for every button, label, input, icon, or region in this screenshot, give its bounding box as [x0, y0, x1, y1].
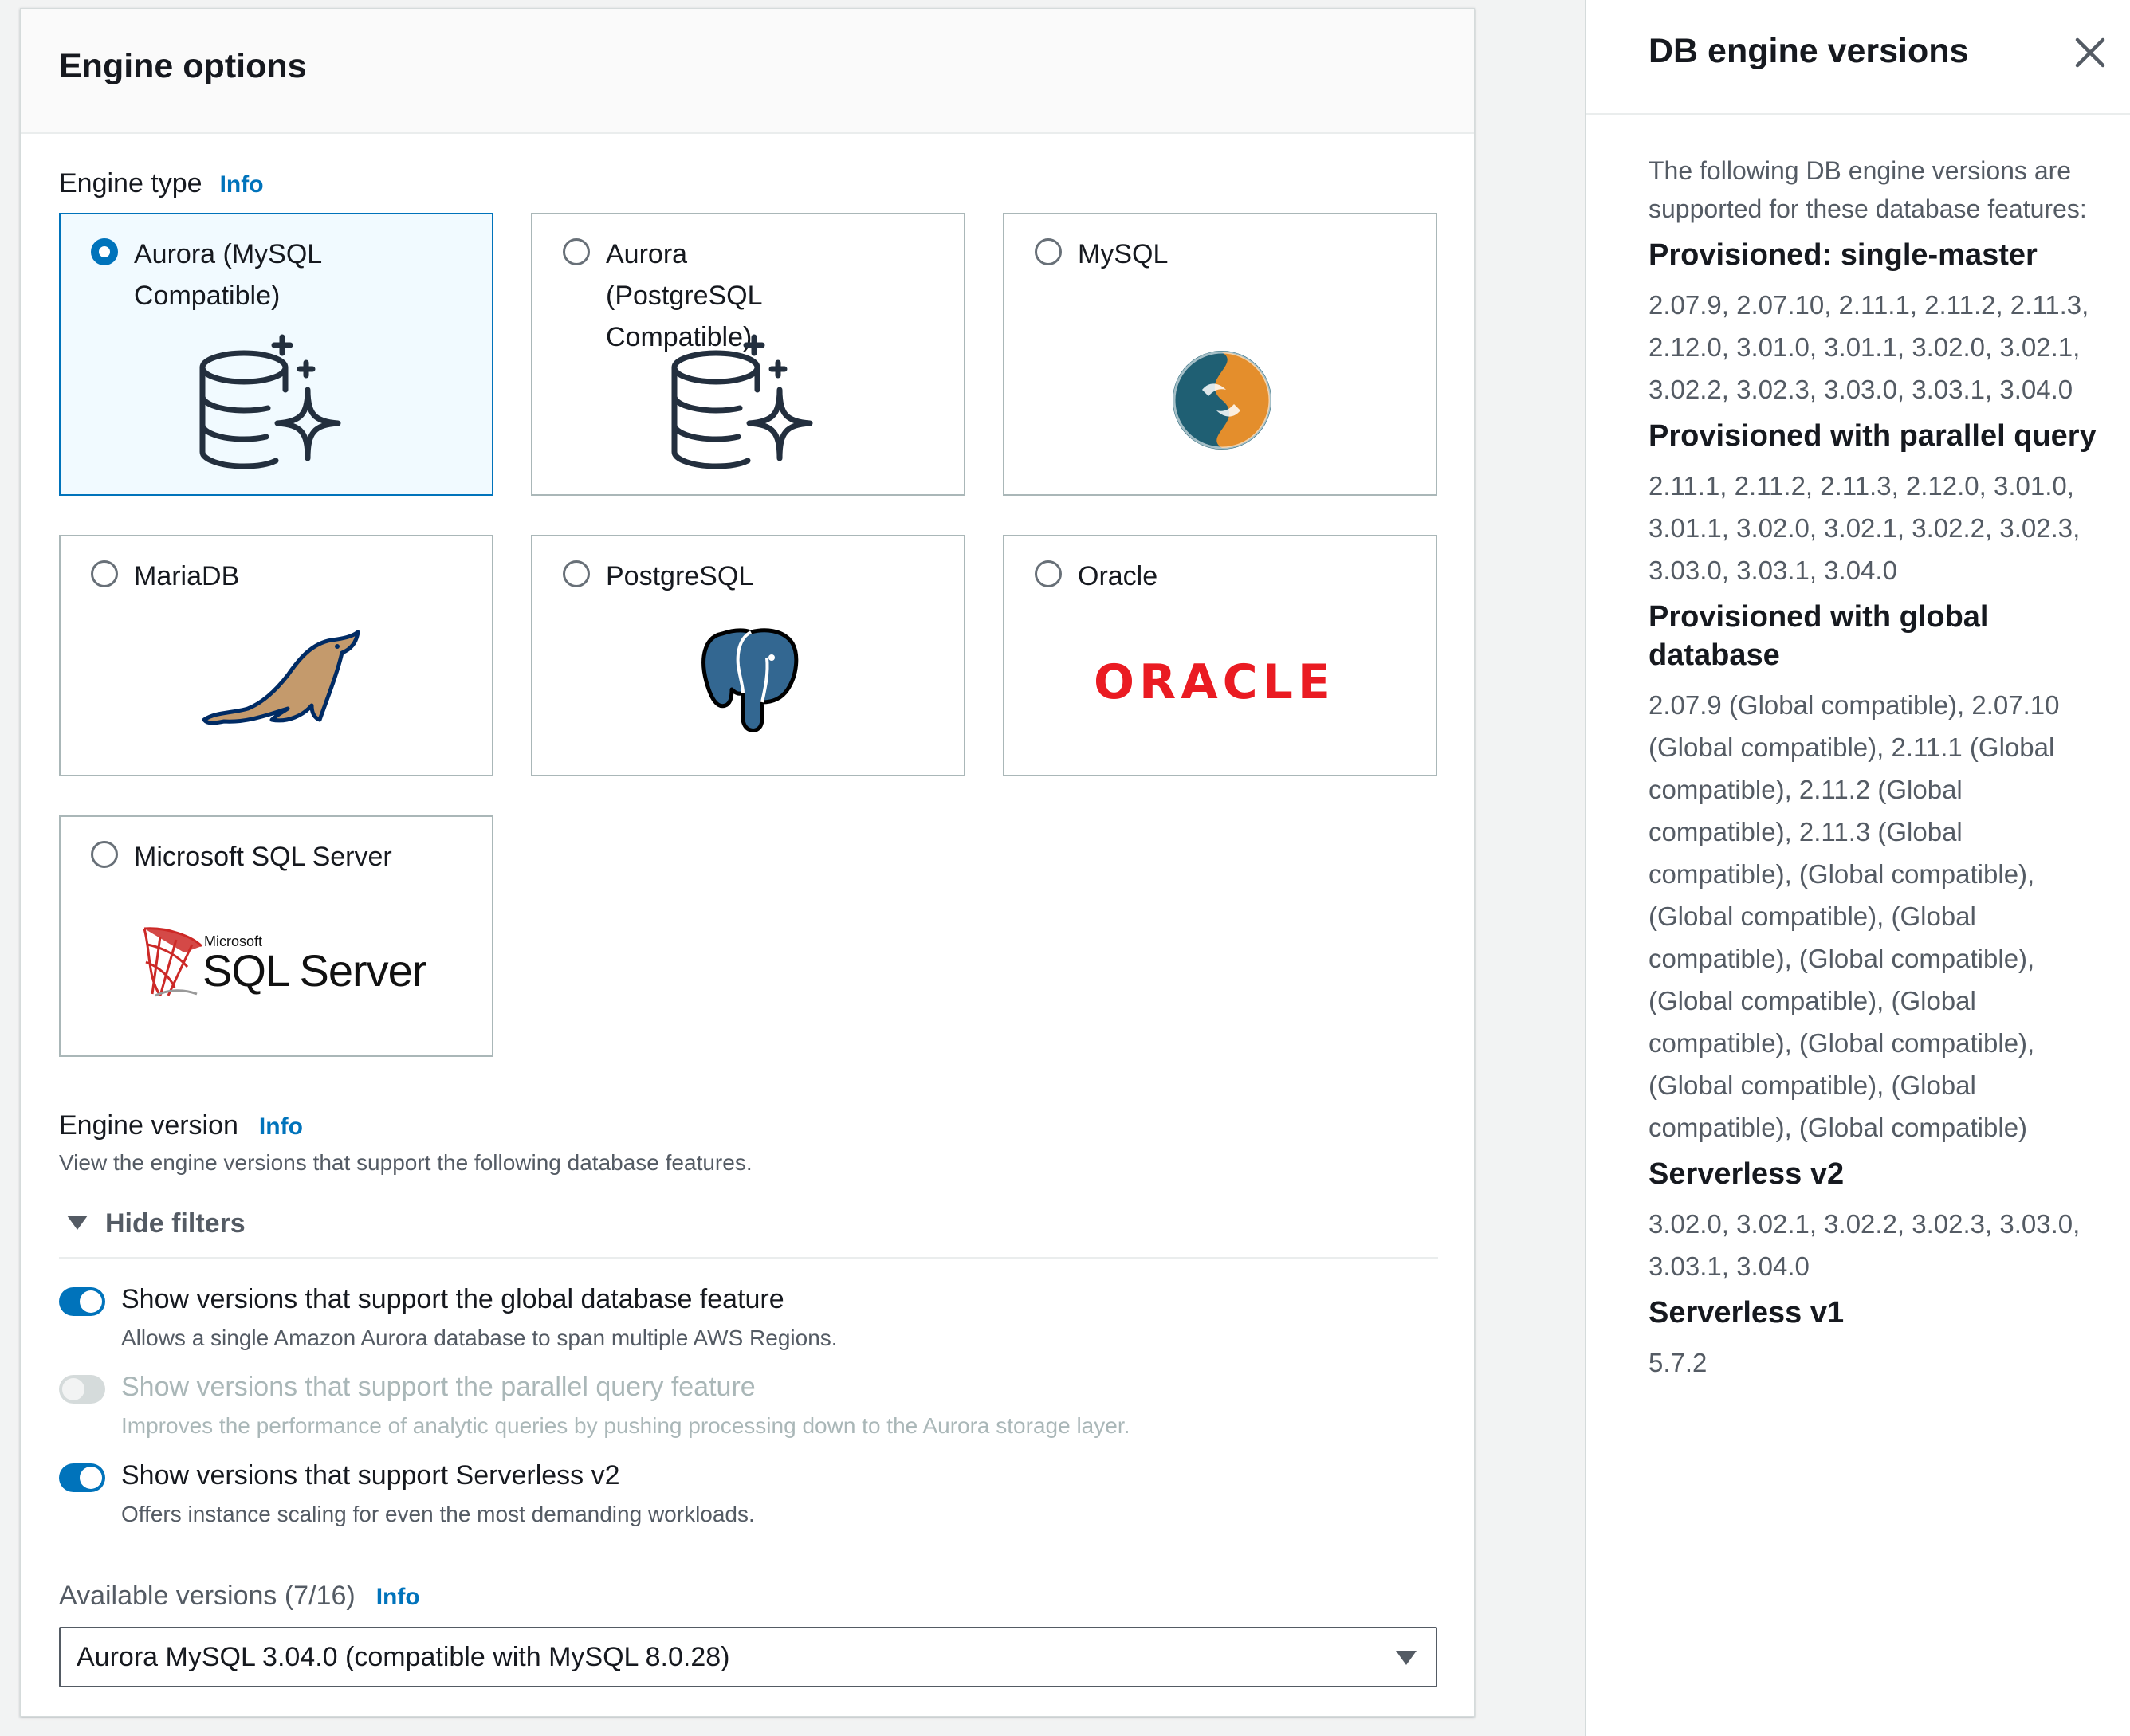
engine-tile-label: Oracle [1078, 561, 1158, 591]
help-section-heading: Serverless v2 [1649, 1157, 1845, 1191]
engine-tile-label: Aurora (MySQL Compatible) [134, 239, 321, 311]
filters-divider [59, 1257, 1438, 1259]
radio-mysql[interactable] [1035, 238, 1062, 265]
toggle-knob [62, 1378, 84, 1400]
help-section-text: 2.07.9 (Global compatible), 2.07.10 (Global compatible), 2.11.1 (Global compatible), 2.11.2 (Global compatible), 2.11.3 (Global compatible), (Global compatible), (Global compatible), (Global compatible), (Global compatible), (Global compatible), (Global compatible), (Global compatible), (Global compatible), (Global compatible), (Global compatible) [1649, 690, 2060, 1142]
radio-oracle[interactable] [1035, 560, 1062, 587]
engine-tile-label: PostgreSQL [606, 561, 754, 591]
engine-tile-label: MariaDB [134, 561, 240, 591]
engine-tile-oracle[interactable] [1003, 535, 1437, 776]
mysql-logo-icon [1170, 348, 1274, 452]
radio-sqlserver[interactable] [91, 841, 118, 868]
radio-mariadb[interactable] [91, 560, 118, 587]
help-panel-intro: The following DB engine versions are supported for these database features: [1649, 156, 2087, 223]
engine-tile-label: MySQL [1078, 239, 1169, 269]
help-panel [1585, 0, 2130, 1736]
available-versions-label [59, 1581, 420, 1612]
help-section-heading: Provisioned with parallel query [1649, 419, 2097, 453]
sql-server-product: SQL Server [202, 945, 426, 996]
engine-options-panel [20, 8, 1475, 1717]
engine-tile-label: Aurora (PostgreSQL Compatible) [606, 239, 762, 352]
engine-type-info-link[interactable]: Info [219, 171, 264, 198]
radio-postgresql[interactable] [563, 560, 590, 587]
parallel-query-toggle[interactable] [59, 1375, 105, 1404]
help-section-text: 2.11.1, 2.11.2, 2.11.3, 2.12.0, 3.01.0, 3.01.1, 3.02.0, 3.02.1, 3.02.2, 3.02.3, 3.03.0, 3.03.1, 3.04.0 [1649, 471, 2081, 585]
hide-filters-toggle[interactable] [67, 1208, 246, 1239]
engine-tile-sqlserver[interactable] [59, 815, 493, 1057]
radio-aurora-postgresql[interactable] [563, 238, 590, 265]
engine-type-label-text: Engine type [59, 168, 202, 198]
sql-server-icon [136, 921, 208, 1000]
serverless-v2-toggle[interactable] [59, 1463, 105, 1492]
engine-version-info-link[interactable]: Info [258, 1113, 303, 1140]
aurora-database-icon [668, 334, 827, 469]
caret-down-icon [67, 1216, 88, 1230]
parallel-query-toggle-label: Show versions that support the parallel query feature [121, 1372, 756, 1402]
close-icon[interactable] [2073, 35, 2108, 70]
help-panel-title: DB engine versions [1649, 32, 1969, 70]
postgresql-elephant-icon [698, 626, 802, 737]
panel-header [21, 9, 1474, 134]
serverless-v2-toggle-description: Offers instance scaling for even the most demanding workloads. [121, 1502, 755, 1526]
global-database-toggle-label: Show versions that support the global database feature [121, 1284, 784, 1314]
engine-tile-postgresql[interactable] [531, 535, 965, 776]
toggle-knob [80, 1290, 102, 1313]
help-section-text: 3.02.0, 3.02.1, 3.02.2, 3.02.3, 3.03.0, 3.03.1, 3.04.0 [1649, 1209, 2081, 1281]
help-section-text: 2.07.9, 2.07.10, 2.11.1, 2.11.2, 2.11.3, 2.12.0, 3.01.0, 3.01.1, 3.02.0, 3.02.1, 3.02.2, 3.02.3, 3.03.0, 3.03.1, 3.04.0 [1649, 290, 2089, 404]
aurora-database-icon [196, 334, 356, 469]
engine-tile-aurora-postgresql[interactable] [531, 213, 965, 496]
global-database-toggle[interactable] [59, 1287, 105, 1316]
engine-tile-mariadb[interactable] [59, 535, 493, 776]
mariadb-seal-icon [200, 626, 360, 729]
radio-aurora-mysql[interactable] [91, 238, 118, 265]
engine-version-label [59, 1110, 303, 1141]
engine-tile-aurora-mysql[interactable] [59, 213, 493, 496]
panel-title: Engine options [59, 47, 307, 85]
engine-version-description: View the engine versions that support the following database features. [59, 1150, 753, 1175]
hide-filters-label: Hide filters [105, 1208, 246, 1239]
available-versions-label-text: Available versions (7/16) [59, 1581, 356, 1611]
serverless-v2-toggle-label: Show versions that support Serverless v2 [121, 1460, 620, 1491]
available-versions-info-link[interactable]: Info [375, 1584, 420, 1610]
engine-version-label-text: Engine version [59, 1110, 238, 1141]
help-section-text: 5.7.2 [1649, 1348, 1708, 1377]
engine-type-label [59, 168, 264, 199]
engine-tile-label: Microsoft SQL Server [134, 842, 392, 872]
engine-version-select-value: Aurora MySQL 3.04.0 (compatible with MySQL 8.0.28) [77, 1642, 730, 1672]
parallel-query-toggle-description: Improves the performance of analytic queries by pushing processing down to the Aurora storage layer. [121, 1413, 1130, 1438]
help-section-heading: Provisioned: single-master [1649, 238, 2038, 272]
oracle-logo: ORACLE [1094, 654, 1335, 710]
help-section-heading: Serverless v1 [1649, 1296, 1845, 1329]
sql-server-brand: Microsoft [204, 933, 263, 949]
caret-down-icon [1396, 1651, 1417, 1665]
help-panel-header [1586, 0, 2130, 115]
global-database-toggle-description: Allows a single Amazon Aurora database to span multiple AWS Regions. [121, 1326, 838, 1350]
toggle-knob [80, 1467, 102, 1489]
help-panel-body [1649, 151, 2111, 1390]
engine-tile-mysql[interactable] [1003, 213, 1437, 496]
engine-version-select[interactable] [59, 1627, 1437, 1687]
help-section-heading: Provisioned with global database [1649, 600, 1989, 672]
